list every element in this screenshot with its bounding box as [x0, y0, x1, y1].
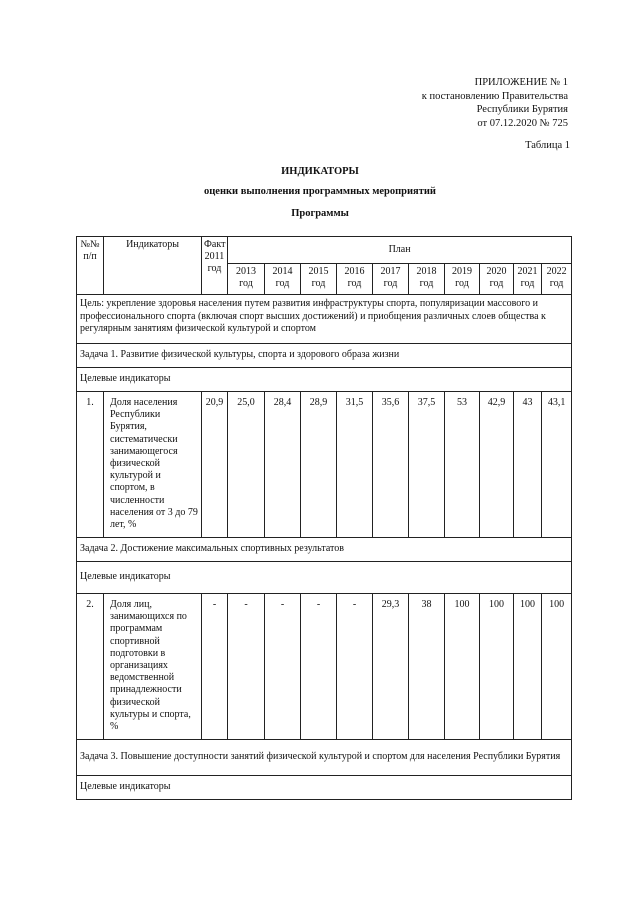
- appendix-header: [422, 76, 568, 130]
- goal-row: Цель: укрепление здоровья населения путем развития инфраструктуры спорта, популяризации массового и профессионального спорта (включая спорт высших достижений) и приобщения различных слоев общества к регулярным занятиям физической культурой и спортом: [77, 295, 572, 344]
- plan-value: 29,3: [373, 594, 409, 740]
- task-3-row: Задача 3. Повышение доступности занятий физической культурой и спортом для населения Республики Бурятия: [77, 740, 572, 776]
- header-year: 2022 год: [542, 264, 572, 295]
- header-fact: Факт 2011 год: [202, 237, 228, 295]
- appendix-line-1: ПРИЛОЖЕНИЕ № 1: [474, 77, 568, 88]
- header-number: №№ п/п: [77, 237, 104, 295]
- plan-value: 37,5: [409, 392, 445, 538]
- plan-value: 100: [542, 594, 572, 740]
- task-1-row: Задача 1. Развитие физической культуры, спорта и здорового образа жизни: [77, 344, 572, 368]
- plan-value: -: [337, 594, 373, 740]
- row-number: 1.: [77, 392, 104, 538]
- plan-value: 28,4: [265, 392, 301, 538]
- plan-value: 100: [445, 594, 480, 740]
- appendix-line-4: от 07.12.2020 № 725: [477, 117, 568, 129]
- indicator-label: Доля лиц, занимающихся по программам спортивной подготовки в организациях ведомственной принадлежности физической культуры и спорта, %: [104, 594, 202, 740]
- header-year: 2020 год: [480, 264, 514, 295]
- plan-value: 53: [445, 392, 480, 538]
- doc-subtitle-program: Программы: [291, 208, 349, 219]
- plan-value: 25,0: [228, 392, 265, 538]
- plan-value: 43: [514, 392, 542, 538]
- plan-value: 38: [409, 594, 445, 740]
- doc-subtitle: оценки выполнения программных мероприятий: [204, 186, 436, 197]
- task-2-row: Задача 2. Достижение максимальных спортивных результатов: [77, 538, 572, 562]
- header-plan: План: [228, 237, 572, 264]
- header-year: 2019 год: [445, 264, 480, 295]
- plan-value: 43,1: [542, 392, 572, 538]
- indicator-label: Доля населения Республики Бурятия, систематически занимающегося физической культурой и спортом, в численности населения от 3 до 79 лет, %: [104, 392, 202, 538]
- plan-value: 31,5: [337, 392, 373, 538]
- header-year: 2015 год: [301, 264, 337, 295]
- target-indicators-row: Целевые индикаторы: [77, 368, 572, 392]
- plan-value: -: [265, 594, 301, 740]
- plan-value: 42,9: [480, 392, 514, 538]
- doc-title: ИНДИКАТОРЫ: [281, 166, 359, 177]
- table-number: Таблица 1: [525, 140, 570, 151]
- appendix-line-2: к постановлению Правительства: [421, 90, 568, 102]
- header-year: 2017 год: [373, 264, 409, 295]
- appendix-line-3: Республики Бурятия: [476, 104, 568, 115]
- fact-value: -: [202, 594, 228, 740]
- plan-value: 100: [514, 594, 542, 740]
- header-year: 2021 год: [514, 264, 542, 295]
- header-year: 2014 год: [265, 264, 301, 295]
- fact-value: 20,9: [202, 392, 228, 538]
- header-year: 2016 год: [337, 264, 373, 295]
- plan-value: 28,9: [301, 392, 337, 538]
- indicators-table: [76, 236, 572, 800]
- plan-value: 35,6: [373, 392, 409, 538]
- header-year: 2018 год: [409, 264, 445, 295]
- plan-value: -: [228, 594, 265, 740]
- target-indicators-row: Целевые индикаторы: [77, 776, 572, 800]
- header-indicators: Индикаторы: [104, 237, 202, 295]
- row-number: 2.: [77, 594, 104, 740]
- target-indicators-row: Целевые индикаторы: [77, 562, 572, 594]
- header-year: 2013 год: [228, 264, 265, 295]
- plan-value: 100: [480, 594, 514, 740]
- plan-value: -: [301, 594, 337, 740]
